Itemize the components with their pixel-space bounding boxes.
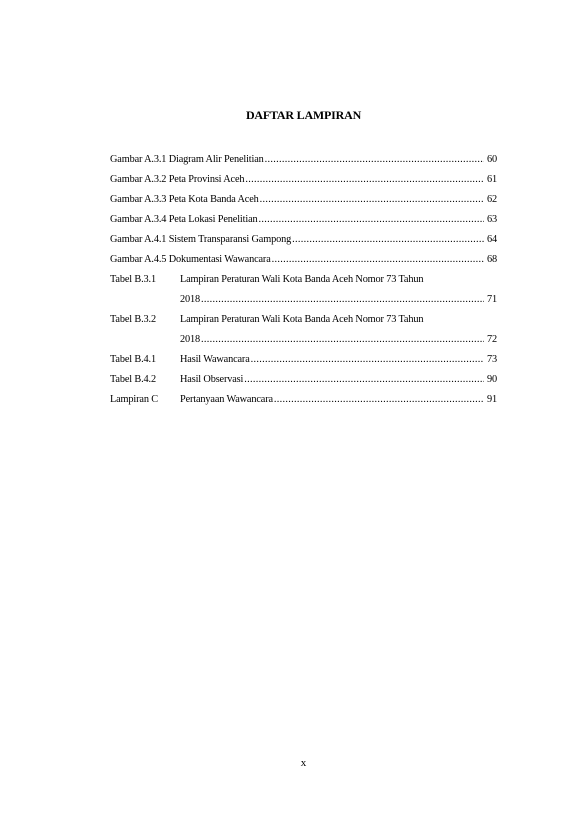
entry-label: Tabel B.3.2: [110, 314, 156, 325]
entry-title: Hasil Observasi: [180, 374, 244, 385]
list-item: [110, 370, 497, 390]
entry-title-continuation: 2018: [180, 294, 200, 305]
dot-leader: [292, 230, 484, 250]
entry-title: Hasil Wawancara: [180, 354, 250, 365]
entry-page-number: 62: [487, 194, 497, 205]
entry-page-number: 60: [487, 154, 497, 165]
entry-page-number: 61: [487, 174, 497, 185]
list-item: [110, 250, 497, 270]
list-item: [110, 210, 497, 230]
dot-leader: [245, 170, 484, 190]
entry-label: Tabel B.4.1: [110, 354, 156, 365]
dot-leader: [244, 370, 484, 390]
list-item: [110, 150, 497, 170]
page-title: DAFTAR LAMPIRAN: [245, 108, 362, 122]
list-item: [110, 350, 497, 370]
list-item-continuation: [110, 330, 497, 350]
list-item: [110, 310, 497, 330]
list-item: [110, 170, 497, 190]
list-item: [110, 190, 497, 210]
entry-title: Lampiran Peraturan Wali Kota Banda Aceh Nomor 73 Tahun: [180, 274, 424, 285]
dot-leader: [201, 330, 484, 350]
entry-title: Peta Kota Banda Aceh: [168, 194, 259, 205]
list-item: [110, 230, 497, 250]
entry-label: Lampiran C: [110, 394, 158, 405]
entry-label: Gambar A.4.5: [110, 254, 167, 265]
entry-label: Gambar A.4.1: [110, 234, 167, 245]
entry-label: Tabel B.3.1: [110, 274, 156, 285]
entry-label: Tabel B.4.2: [110, 374, 156, 385]
dot-leader: [201, 290, 484, 310]
entry-page-number: 91: [487, 394, 497, 405]
dot-leader: [251, 350, 484, 370]
entry-label: Gambar A.3.1: [110, 154, 167, 165]
entry-page-number: 73: [487, 354, 497, 365]
page-number: x: [300, 757, 307, 769]
entry-page-number: 64: [487, 234, 497, 245]
entry-title: Dokumentasi Wawancara: [168, 254, 271, 265]
dot-leader: [272, 250, 484, 270]
list-item-continuation: [110, 290, 497, 310]
entry-page-number: 68: [487, 254, 497, 265]
list-item: [110, 390, 497, 410]
entry-page-number: 90: [487, 374, 497, 385]
dot-leader: [274, 390, 484, 410]
entry-title-continuation: 2018: [180, 334, 200, 345]
entry-title: Lampiran Peraturan Wali Kota Banda Aceh Nomor 73 Tahun: [180, 314, 424, 325]
entry-label: Gambar A.3.4: [110, 214, 167, 225]
dot-leader: [265, 150, 484, 170]
entry-title: Peta Provinsi Aceh: [168, 174, 245, 185]
dot-leader: [260, 190, 484, 210]
entry-page-number: 72: [487, 334, 497, 345]
dot-leader: [258, 210, 484, 230]
entry-label: Gambar A.3.2: [110, 174, 167, 185]
entry-title: Diagram Alir Penelitian: [168, 154, 264, 165]
entry-label: Gambar A.3.3: [110, 194, 167, 205]
entry-page-number: 63: [487, 214, 497, 225]
list-item: [110, 270, 497, 290]
entry-title: Pertanyaan Wawancara: [180, 394, 273, 405]
entry-title: Peta Lokasi Penelitian: [168, 214, 258, 225]
entry-title: Sistem Transparansi Gampong: [168, 234, 292, 245]
appendix-list: [110, 150, 497, 410]
entry-page-number: 71: [487, 294, 497, 305]
